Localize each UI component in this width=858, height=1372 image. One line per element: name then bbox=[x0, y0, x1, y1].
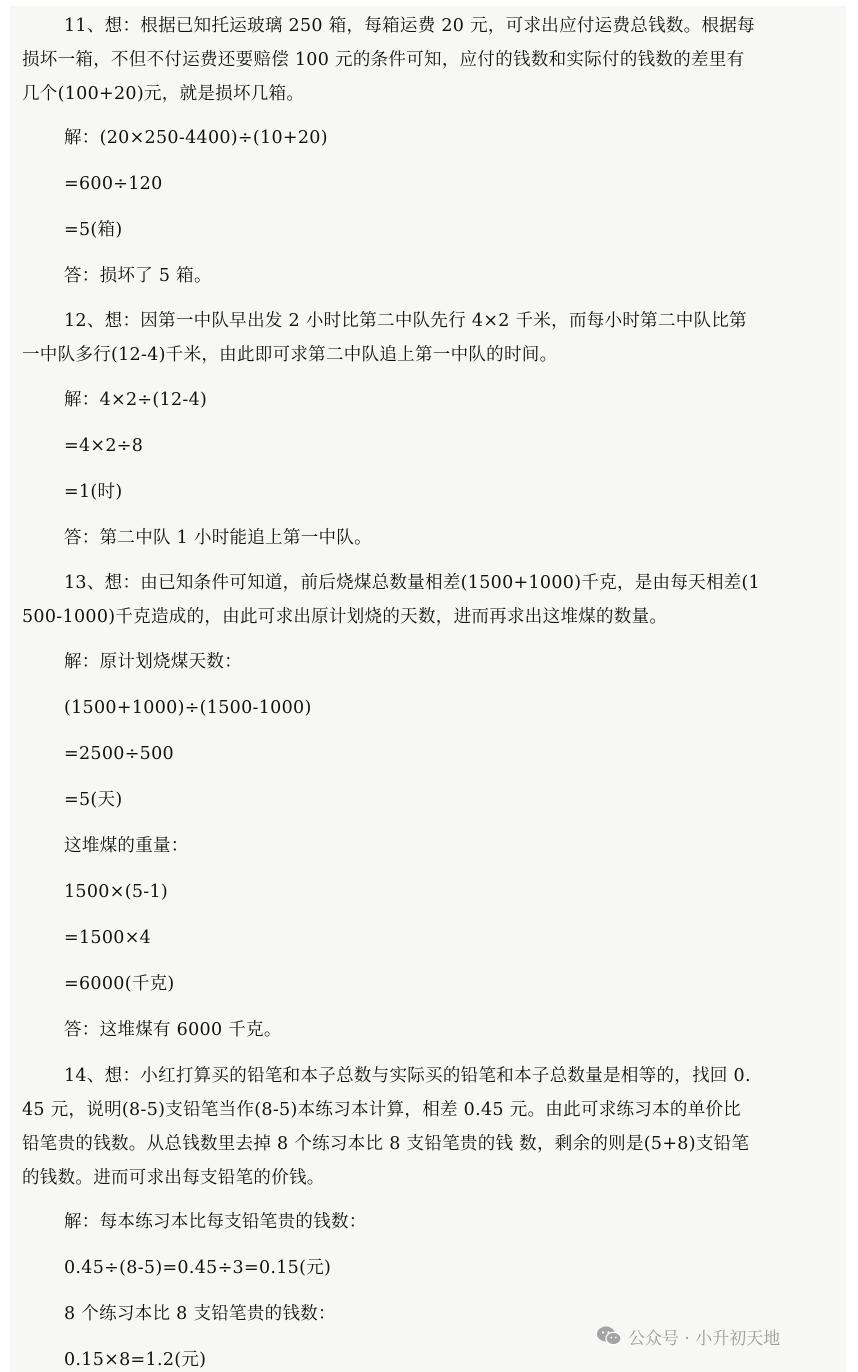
text-line: 12、想：因第一中队早出发 2 小时比第二中队先行 4×2 千米，而每小时第二中队比第 bbox=[64, 311, 747, 331]
text-line: 45 元，说明(8-5)支铅笔当作(8-5)本练习本计算，相差 0.45 元。由此可求练习本的单价比 bbox=[22, 1100, 742, 1120]
wechat-icon bbox=[596, 1325, 622, 1347]
text-line: =5(箱) bbox=[64, 220, 123, 240]
text-line: 500-1000)千克造成的，由此可求出原计划烧的天数，进而再求出这堆煤的数量。 bbox=[22, 607, 668, 627]
text-line: 铅笔贵的钱数。从总钱数里去掉 8 个练习本比 8 支铅笔贵的钱 数，剩余的则是(5+8)支铅笔 bbox=[22, 1134, 750, 1154]
watermark bbox=[596, 1323, 780, 1349]
text-line: =5(天) bbox=[64, 790, 123, 810]
text-line: 13、想：由已知条件可知道，前后烧煤总数量相差(1500+1000)千克，是由每天相差(1 bbox=[64, 573, 761, 593]
text-line: 解：4×2÷(12-4) bbox=[64, 390, 208, 410]
text-line: 答：这堆煤有 6000 千克。 bbox=[64, 1020, 282, 1040]
text-line: =2500÷500 bbox=[64, 744, 174, 764]
text-line: 几个(100+20)元，就是损坏几箱。 bbox=[22, 84, 305, 104]
text-line: 答：损坏了 5 箱。 bbox=[64, 266, 212, 286]
text-line: 答：第二中队 1 小时能追上第一中队。 bbox=[64, 528, 372, 548]
text-line: 解：原计划烧煤天数： bbox=[64, 652, 242, 672]
document-page bbox=[10, 6, 846, 1372]
text-line: 1500×(5-1) bbox=[64, 882, 169, 902]
text-line: 0.15×8=1.2(元) bbox=[64, 1350, 207, 1370]
text-line: 8 个练习本比 8 支铅笔贵的钱数： bbox=[64, 1304, 336, 1324]
watermark-text: 公众号 · 小升初天地 bbox=[628, 1328, 781, 1349]
text-line: 解：(20×250-4400)÷(10+20) bbox=[64, 128, 328, 148]
text-line: =600÷120 bbox=[64, 174, 163, 194]
text-line: (1500+1000)÷(1500-1000) bbox=[64, 698, 312, 718]
text-line: 14、想：小红打算买的铅笔和本子总数与实际买的铅笔和本子总数量是相等的，找回 0. bbox=[64, 1066, 751, 1086]
text-line: =1(时) bbox=[64, 482, 123, 502]
text-line: =1500×4 bbox=[64, 928, 152, 948]
text-line: 损坏一箱，不但不付运费还要赔偿 100 元的条件可知，应付的钱数和实际付的钱数的差里有 bbox=[22, 50, 745, 70]
text-line: =6000(千克) bbox=[64, 974, 175, 994]
text-line: 解：每本练习本比每支铅笔贵的钱数： bbox=[64, 1212, 367, 1232]
text-line: =4×2÷8 bbox=[64, 436, 144, 456]
text-line: 的钱数。进而可求出每支铅笔的价钱。 bbox=[22, 1168, 325, 1188]
text-line: 这堆煤的重量： bbox=[64, 836, 189, 856]
text-line: 11、想：根据已知托运玻璃 250 箱，每箱运费 20 元，可求出应付运费总钱数。根据每 bbox=[64, 16, 755, 36]
text-line: 0.45÷(8-5)=0.45÷3=0.15(元) bbox=[64, 1258, 332, 1278]
text-line: 一中队多行(12-4)千米，由此即可求第二中队追上第一中队的时间。 bbox=[22, 345, 558, 365]
